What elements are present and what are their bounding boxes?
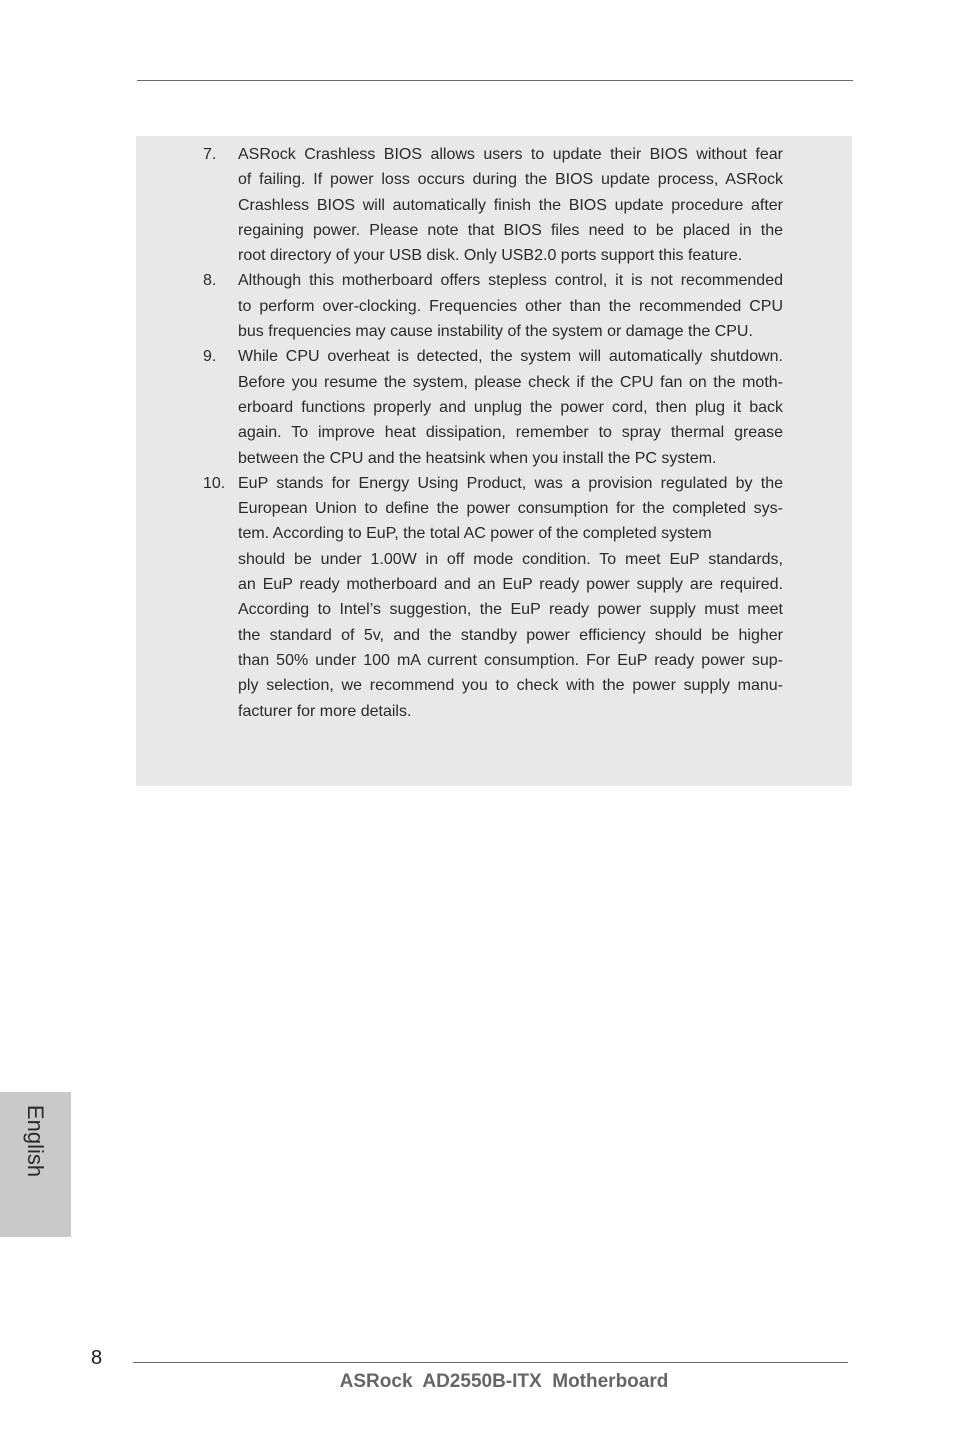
note-line: between the CPU and the heatsink when you install the PC system. <box>238 449 717 467</box>
note-line: European Union to define the power consumption for the completed sys- <box>238 500 783 518</box>
note-line: regaining power. Please note that BIOS files need to be placed in the <box>238 221 783 239</box>
note-line: to perform over-clocking. Frequencies other than the recommended CPU <box>238 297 783 315</box>
note-line: than 50% under 100 mA current consumption. For EuP ready power sup- <box>238 651 783 669</box>
note-text <box>238 268 783 344</box>
note-line: Crashless BIOS will automatically finish the BIOS update procedure after <box>238 196 783 214</box>
note-item-8 <box>0 268 954 344</box>
note-line: ply selection, we recommend you to check with the power supply manu- <box>238 677 783 695</box>
note-line: should be under 1.00W in off mode condition. To meet EuP standards, <box>238 550 783 568</box>
note-line: root directory of your USB disk. Only USB2.0 ports support this feature. <box>238 247 743 265</box>
note-line: the standard of 5v, and the standby power efficiency should be higher <box>238 626 783 644</box>
note-line: of failing. If power loss occurs during the BIOS update process, ASRock <box>238 171 783 189</box>
note-number: 7. <box>203 146 217 163</box>
note-number: 10. <box>203 474 226 492</box>
header-rule <box>137 80 853 81</box>
note-text <box>238 142 783 268</box>
note-line: While CPU overheat is detected, the system will automatically shutdown. <box>238 348 783 366</box>
note-text <box>238 471 783 724</box>
note-number: 8. <box>203 272 217 290</box>
page-number: 8 <box>91 1347 103 1369</box>
footer-title: ASRock AD2550B-ITX Motherboard <box>339 1371 669 1392</box>
note-line: Before you resume the system, please check if the CPU fan on the moth- <box>238 373 783 391</box>
note-line: tem. According to EuP, the total AC power of the completed system <box>238 525 712 543</box>
note-line: Although this motherboard offers stepless control, it is not recommended <box>238 272 783 290</box>
note-line: erboard functions properly and unplug the power cord, then plug it back <box>238 398 783 416</box>
note-line: ASRock Crashless BIOS allows users to update their BIOS without fear <box>238 146 783 163</box>
notes-list <box>0 142 954 724</box>
note-line: facturer for more details. <box>238 702 412 720</box>
note-line: EuP stands for Energy Using Product, was a provision regulated by the <box>238 474 783 492</box>
note-line: again. To improve heat dissipation, remember to spray thermal grease <box>238 424 783 442</box>
note-item-10 <box>0 471 954 724</box>
note-text <box>238 344 783 470</box>
note-line: an EuP ready motherboard and an EuP ready power supply are required. <box>238 576 783 594</box>
note-line: According to Intel’s suggestion, the EuP ready power supply must meet <box>238 601 783 619</box>
footer-rule <box>133 1362 848 1363</box>
note-line: bus frequencies may cause instability of the system or damage the CPU. <box>238 323 753 341</box>
language-tab-label: English <box>23 1104 48 1178</box>
note-item-9 <box>0 344 954 470</box>
note-number: 9. <box>203 348 217 366</box>
note-item-7 <box>0 142 954 268</box>
